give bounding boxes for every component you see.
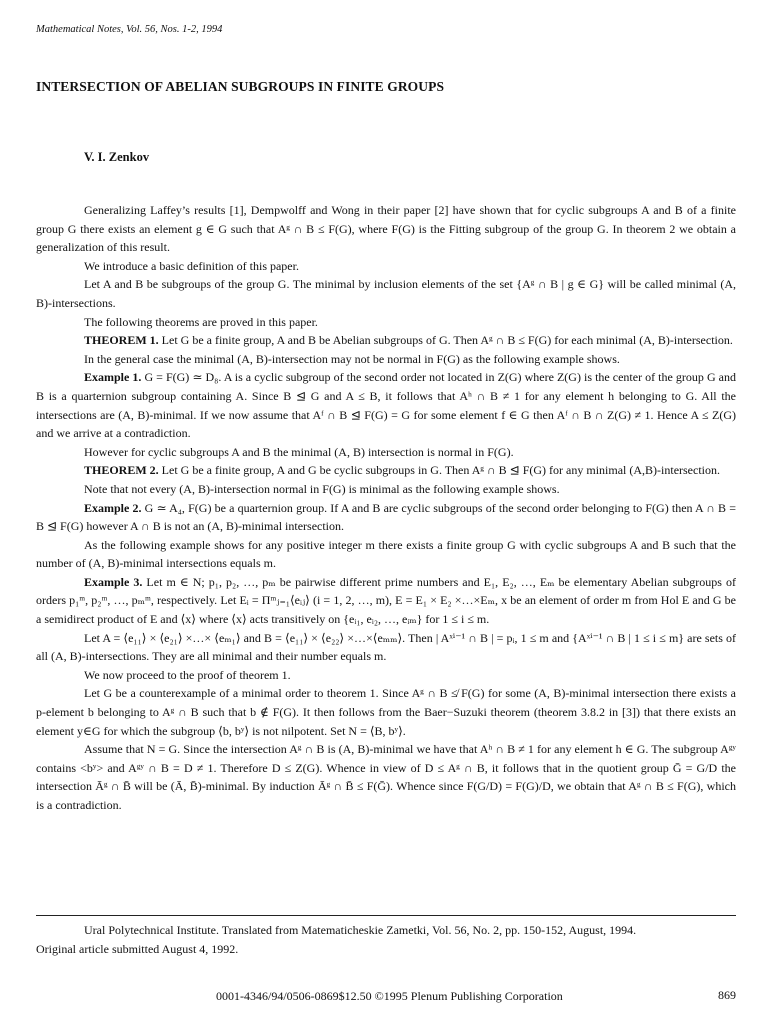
paragraph: Let A and B be subgroups of the group G. The minimal by inclusion elements of the set {Aᵍ ∩ B | g ∈ G} will be called minimal (A, B)-intersections. — [36, 277, 736, 310]
theorem-1: THEOREM 1. Let G be a finite group, A and B be Abelian subgroups of G. Then Aᵍ ∩ B ≤ F(G) for each minimal (A, B)-intersection. — [84, 333, 733, 348]
footnote — [36, 921, 736, 959]
footnote-submission: Original article submitted August 4, 1992. — [36, 942, 239, 956]
paragraph: Note that not every (A, B)-intersection normal in F(G) is minimal as the following example shows. — [84, 481, 560, 496]
footnote-divider — [36, 915, 736, 916]
paragraph: Let A = ⟨e₁₁⟩ × ⟨e₂₁⟩ ×…× ⟨eₘ₁⟩ and B = ⟨e₁₁⟩ × ⟨e₂₂⟩ ×…×⟨eₘₘ⟩. Then | Aˣⁱ⁻¹ ∩ B | = pᵢ, 1 ≤ m and {Aˣⁱ⁻¹ ∩ B | 1 ≤ i ≤ m} are sets of all (A, B)-intersections. They are all minimal and their number equals m. — [36, 630, 736, 664]
paragraph: As the following example shows for any positive integer m there exists a finite group G with cyclic subgroups A and B such that the number of (A, B)-minimal intersections equals m. — [36, 537, 736, 571]
example-2: Example 2. G ≃ A₄, F(G) be a quarternion group. If A and B are cyclic subgroups of the second order belonging to F(G) then A ∩ B = B ⊴ F(G) however A ∩ B is not an (A, B)-minimal intersection. — [36, 500, 736, 534]
theorem-2: THEOREM 2. Let G be a finite group, A and G be cyclic subgroups in G. Then Aᵍ ∩ B ⊴ F(G) for any minimal (A,B)-intersection. — [84, 463, 721, 478]
paragraph: In the general case the minimal (A, B)-intersection may not be normal in F(G) as the following example shows. — [84, 351, 620, 366]
paragraph: The following theorems are proved in this paper. — [84, 314, 318, 329]
paragraph: We introduce a basic definition of this paper. — [84, 258, 299, 273]
paragraph: However for cyclic subgroups A and B the minimal (A, B) intersection is normal in F(G). — [84, 444, 514, 459]
example-1: Example 1. G = F(G) ≃ D₈. A is a cyclic subgroup of the second order not located in Z(G) where Z(G) is the center of the group G and B is a quarternion subgroup containing A. Since B ⊴ G and A ≤ B, it follows that Aʰ ∩ B ≠ 1 for any element h belonging to G. All the intersections are (A, B)-minimal. If we now assume that Aᶠ ∩ B ⊴ F(G) = G for some element f ∈ G then Aᶠ ∩ B ∩ Z(G) ≠ 1. Hence A ≤ Z(G) and we arrive at a contradiction. — [36, 370, 736, 441]
paper-body — [36, 201, 736, 815]
paragraph: We now proceed to the proof of theorem 1. — [84, 667, 291, 682]
theorem-1-label: THEOREM 1. — [84, 333, 159, 348]
example-2-label: Example 2. — [84, 500, 142, 515]
theorem-2-label: THEOREM 2. — [84, 463, 159, 478]
example-1-label: Example 1. — [84, 370, 142, 385]
journal-citation: Mathematical Notes, Vol. 56, Nos. 1-2, 1994 — [36, 24, 223, 35]
example-3: Example 3. Let m ∈ N; p₁, p₂, …, pₘ be pairwise different prime numbers and E₁, E₂, …, Eₘ be elementary Abelian subgroups of orders p₁ᵐ, p₂ᵐ, …, pₘᵐ, respectively. Let Eᵢ = Πᵐⱼ₌₁⟨eᵢⱼ⟩ (i = 1, 2, …, m), E = E₁ × E₂ ×…×Eₘ, x be an element of order m from Hol E and G be a semidirect product of E and ⟨x⟩ where ⟨x⟩ acts transitively on {eᵢ₁, eᵢ₂, …, eᵢₘ} for 1 ≤ i ≤ m. — [36, 574, 736, 627]
paper-title: INTERSECTION OF ABELIAN SUBGROUPS IN FINITE GROUPS — [36, 79, 445, 94]
page-number: 869 — [718, 988, 736, 1002]
paragraph: Let G be a counterexample of a minimal order to theorem 1. Since Aᵍ ∩ B ≰ F(G) for some (A, B)-minimal intersection there exists a p-element b belonging to Aᵍ ∩ B such that b ∉ F(G). It then follows from the Baer−Suzuki theorem (theorem 3.8.2 in [3]) that there exists an element y∈G for which the subgroup ⟨b, bʸ⟩ is not nilpotent. Set N = ⟨B, bʸ⟩. — [36, 686, 736, 738]
example-3-label: Example 3. — [84, 574, 143, 589]
author-name: V. I. Zenkov — [84, 150, 150, 164]
paragraph: Assume that N = G. Since the intersection Aᵍ ∩ B is (A, B)-minimal we have that Aʰ ∩ B ≠ 1 for any element h ∈ G. The subgroup Aᵍʸ contains <bʸ> and Aᵍʸ ∩ B = D ≠ 1. Therefore D ≤ Z(G). Whence in view of D ≤ Aᵍ ∩ B, it follows that in the quotient group Ḡ = G/D the intersection Āᵍ ∩ B̄ will be (Ā, B̄)-minimal. By induction Āᵍ ∩ B̄ ≤ F(Ḡ). Whence since F(G/D) = F(G)/D, we obtain that Aᵍ ∩ B ≤ F(G), which is a contradiction. — [36, 742, 736, 812]
paragraph: Generalizing Laffey’s results [1], Dempwolff and Wong in their paper [2] have shown that for cyclic subgroups A and B of a finite group G there exists an element g ∈ G such that Aᵍ ∩ B ≤ F(G), where F(G) is the Fitting subgroup of the group G. In theorem 2 we obtain a generalization of this result. — [36, 203, 736, 255]
publisher-code: 0001-4346/94/0506-0869$12.50 ©1995 Plenum Publishing Corporation — [216, 989, 563, 1003]
footnote-affiliation: Ural Polytechnical Institute. Translated from Matematicheskie Zametki, Vol. 56, No. 2, pp. 150-152, August, 1994. — [84, 923, 637, 937]
